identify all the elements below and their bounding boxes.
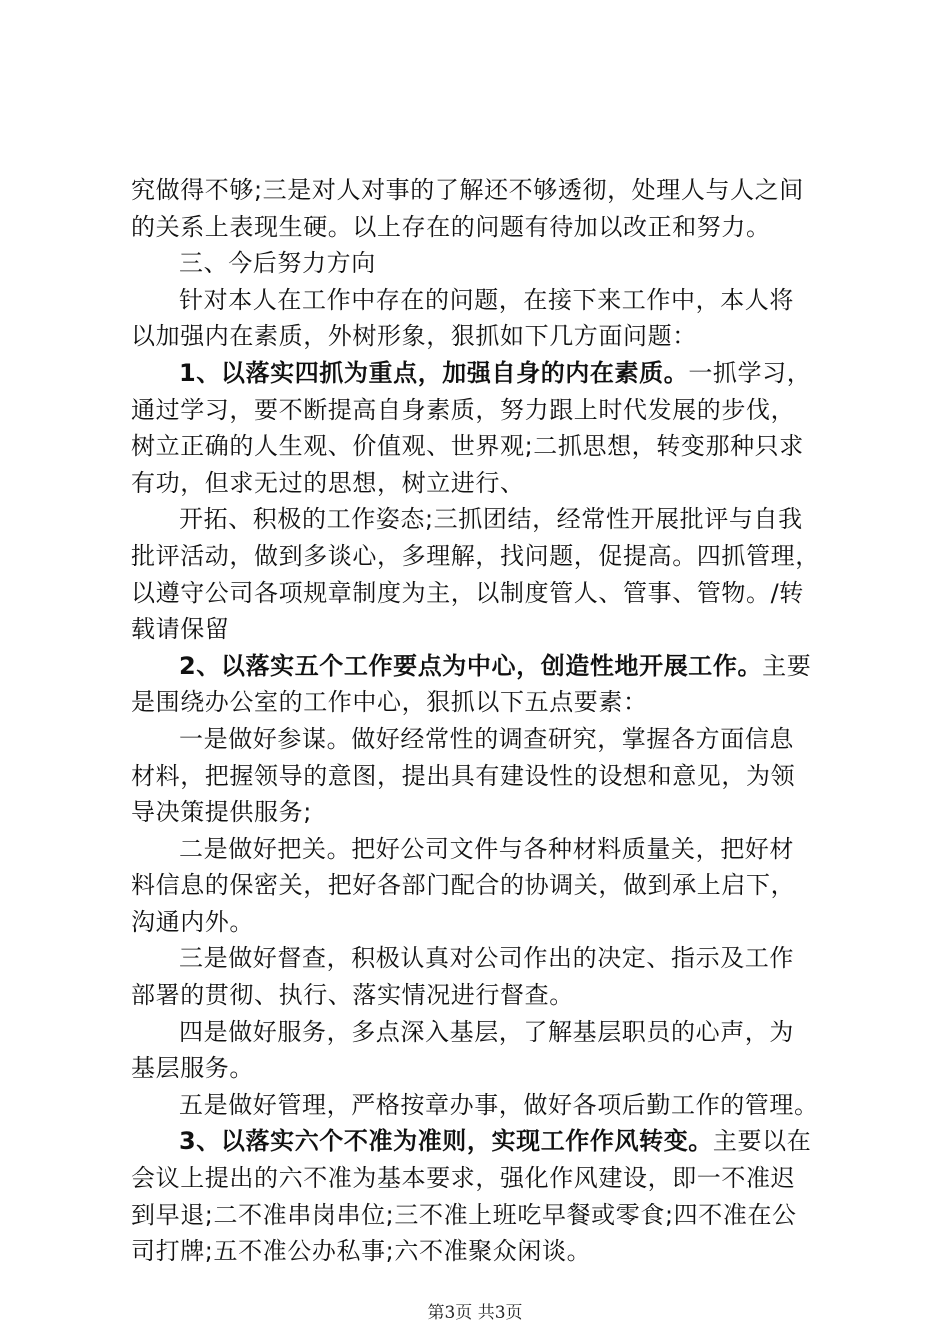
text-line bbox=[131, 245, 831, 282]
line-text: 批评活动，做到多谈心，多理解，找问题，促提高。四抓管理， bbox=[131, 541, 820, 570]
line-text: 树立正确的人生观、价值观、世界观;二抓思想，转变那种只求 bbox=[131, 432, 804, 461]
line-text: 二是做好把关。把好公司文件与各种材料质量关，把好材 bbox=[179, 834, 794, 863]
line-text: 一抓学习， bbox=[688, 358, 812, 387]
line-text: 是围绕办公室的工作中心，狠抓以下五点要素： bbox=[131, 688, 648, 717]
text-line bbox=[131, 282, 831, 319]
line-text: 沟通内外。 bbox=[131, 907, 254, 936]
line-text: 五是做好管理，严格按章办事，做好各项后勤工作的管理。 bbox=[179, 1090, 819, 1119]
line-text: 开拓、积极的工作姿态;三抓团结，经常性开展批评与自我 bbox=[179, 505, 803, 534]
text-line bbox=[131, 209, 831, 246]
line-text: 一是做好参谋。做好经常性的调查研究，掌握各方面信息 bbox=[179, 724, 794, 753]
line-text: 主要以在 bbox=[712, 1127, 812, 1156]
text-line bbox=[131, 172, 831, 209]
text-line bbox=[131, 575, 831, 612]
text-line bbox=[131, 1087, 831, 1124]
text-line bbox=[131, 758, 831, 795]
text-line bbox=[131, 1233, 831, 1270]
bold-heading-text: 3、以落实六个不准为准则，实现工作作风转变。 bbox=[179, 1127, 713, 1156]
line-text: 到早退;二不准串岗串位;三不准上班吃早餐或零食;四不准在公 bbox=[131, 1200, 797, 1229]
line-text: 司打牌;五不准公办私事;六不准聚众闲谈。 bbox=[131, 1237, 592, 1266]
line-text: 主要 bbox=[762, 651, 812, 680]
text-line bbox=[131, 428, 831, 465]
text-line bbox=[131, 1123, 831, 1160]
text-line bbox=[131, 501, 831, 538]
text-line bbox=[131, 831, 831, 868]
text-line bbox=[131, 538, 831, 575]
line-text: 三是做好督查，积极认真对公司作出的决定、指示及工作 bbox=[179, 944, 794, 973]
text-line bbox=[131, 611, 831, 648]
line-text: 会议上提出的六不准为基本要求，强化作风建设，即一不准迟 bbox=[131, 1164, 796, 1193]
text-line bbox=[131, 684, 831, 721]
page-footer: 第3页 共3页 bbox=[427, 1303, 523, 1323]
text-line bbox=[131, 940, 831, 977]
document-body bbox=[131, 172, 831, 1270]
line-text: 导决策提供服务; bbox=[131, 798, 312, 827]
bold-heading-text: 2、以落实五个工作要点为中心，创造性地开展工作。 bbox=[179, 651, 763, 680]
text-line bbox=[131, 721, 831, 758]
text-line bbox=[131, 1197, 831, 1234]
line-text: 基层服务。 bbox=[131, 1054, 254, 1083]
text-line bbox=[131, 465, 831, 502]
text-line bbox=[131, 904, 831, 941]
text-line bbox=[131, 318, 831, 355]
text-line bbox=[131, 977, 831, 1014]
line-text: 载请保留 bbox=[131, 615, 230, 644]
line-text: 究做得不够;三是对人对事的了解还不够透彻，处理人与人之间 bbox=[131, 176, 804, 204]
line-text: 四是做好服务，多点深入基层，了解基层职员的心声，为 bbox=[179, 1017, 794, 1046]
line-text: 以遵守公司各项规章制度为主，以制度管人、管事、管物。/转 bbox=[131, 578, 804, 607]
text-line bbox=[131, 1160, 831, 1197]
text-line bbox=[131, 794, 831, 831]
line-text: 材料，把握领导的意图，提出具有建设性的设想和意见，为领 bbox=[131, 761, 796, 790]
text-line bbox=[131, 1050, 831, 1087]
text-line bbox=[131, 867, 831, 904]
line-text: 针对本人在工作中存在的问题，在接下来工作中，本人将 bbox=[179, 285, 794, 314]
text-line bbox=[131, 355, 831, 392]
line-text: 三、今后努力方向 bbox=[179, 249, 376, 278]
bold-heading-text: 1、以落实四抓为重点，加强自身的内在素质。 bbox=[179, 358, 689, 387]
line-text: 有功，但求无过的思想，树立进行、 bbox=[131, 468, 525, 497]
line-text: 以加强内在素质，外树形象，狠抓如下几方面问题： bbox=[131, 322, 697, 351]
line-text: 的关系上表现生硬。以上存在的问题有待加以改正和努力。 bbox=[131, 212, 771, 241]
line-text: 料信息的保密关，把好各部门配合的协调关，做到承上启下， bbox=[131, 871, 796, 900]
line-text: 通过学习，要不断提高自身素质，努力跟上时代发展的步伐， bbox=[131, 395, 796, 424]
line-text: 部署的贯彻、执行、落实情况进行督查。 bbox=[131, 981, 574, 1010]
text-line bbox=[131, 648, 831, 685]
text-line bbox=[131, 1014, 831, 1051]
text-line bbox=[131, 392, 831, 429]
